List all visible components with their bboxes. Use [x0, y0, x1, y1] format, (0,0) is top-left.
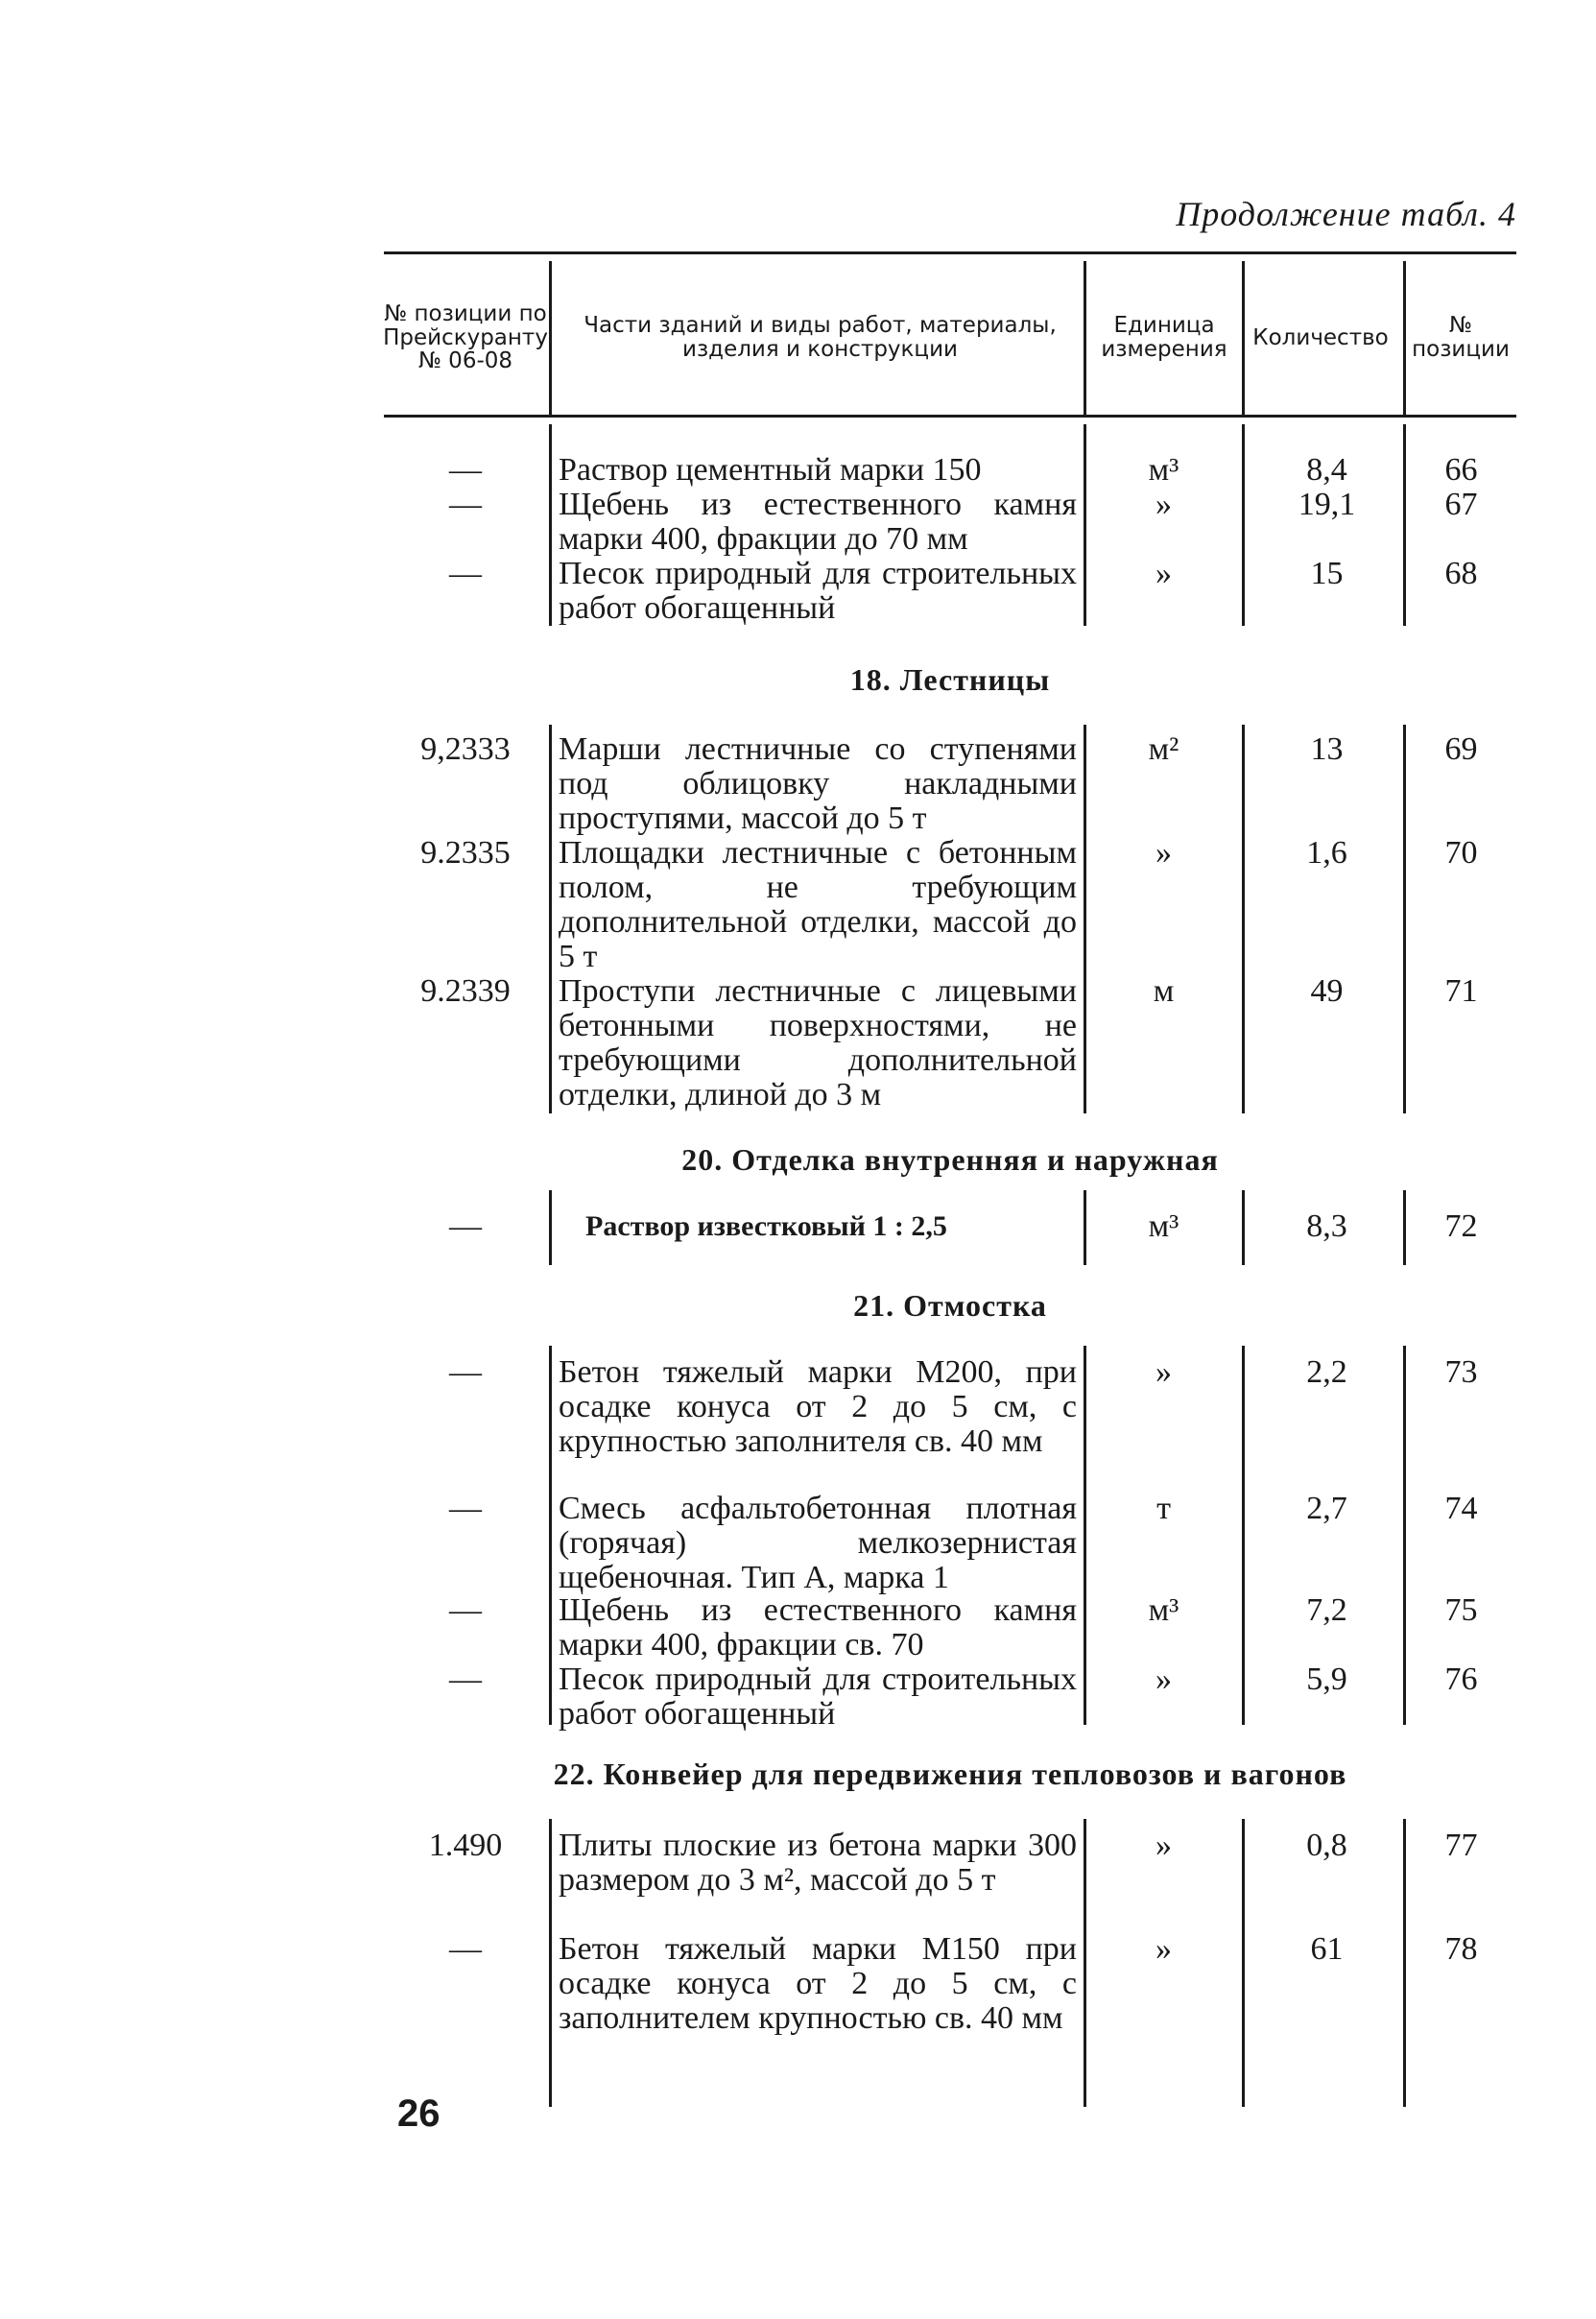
table-block	[384, 424, 1516, 626]
quantity-cell: 1,6	[1306, 835, 1347, 871]
column-divider	[1403, 725, 1406, 1113]
section-heading: 21. Отмостка	[853, 1288, 1047, 1323]
work-description-cell: Проступи лестничные с лицевыми бетонными поверхностями, не требующими дополнительной отделки, длиной до 3 м	[559, 973, 1077, 1112]
page-number: 26	[397, 2092, 441, 2135]
unit-cell: »	[1155, 1828, 1172, 1863]
position-number-cell: 76	[1444, 1662, 1478, 1697]
position-number-cell: 74	[1444, 1491, 1478, 1526]
position-number-cell: 72	[1444, 1208, 1478, 1244]
unit-cell: м³	[1148, 452, 1179, 488]
price-position-cell: 9,2333	[420, 731, 511, 767]
document-page	[384, 0, 1516, 2319]
unit-cell: »	[1155, 556, 1172, 591]
section-heading: 20. Отделка внутренняя и наружная	[681, 1142, 1219, 1177]
header-divider	[1403, 261, 1406, 415]
quantity-cell: 0,8	[1306, 1828, 1347, 1863]
unit-cell: м³	[1148, 1208, 1179, 1244]
column-divider	[549, 424, 552, 626]
unit-cell: т	[1156, 1491, 1171, 1526]
column-divider	[1242, 725, 1245, 1113]
quantity-cell: 61	[1310, 1931, 1344, 1967]
table-block	[384, 1190, 1516, 1265]
work-description-cell: Раствор цементный марки 150	[559, 452, 982, 488]
price-position-cell: —	[449, 1662, 482, 1697]
position-number-cell: 68	[1444, 556, 1478, 591]
quantity-cell: 8,4	[1306, 452, 1347, 488]
price-position-cell: 9.2335	[420, 835, 511, 871]
header-price-position: № позиции по Прейскуранту № 06-08	[383, 300, 548, 374]
table-block	[384, 1819, 1516, 2107]
column-divider	[549, 725, 552, 1113]
work-description-cell: Смесь асфальтобетонная плотная (горячая) мелкозернистая щебеночная. Тип А, марка 1	[559, 1491, 1077, 1595]
position-number-cell: 75	[1444, 1592, 1478, 1628]
header-top-rule	[384, 251, 1516, 254]
position-number-cell: 69	[1444, 731, 1478, 767]
price-position-cell: —	[449, 556, 482, 591]
position-number-cell: 66	[1444, 452, 1478, 488]
quantity-cell: 2,2	[1306, 1354, 1347, 1390]
work-description-cell: Бетон тяжелый марки М150 при осадке конуса от 2 до 5 см, с заполнителем крупностью св. 40 мм	[559, 1931, 1077, 2036]
unit-cell: »	[1155, 1354, 1172, 1390]
unit-cell: »	[1155, 487, 1172, 522]
work-description-cell: Раствор известковый 1 : 2,5	[585, 1210, 947, 1242]
quantity-cell: 8,3	[1306, 1208, 1347, 1244]
position-number-cell: 70	[1444, 835, 1478, 871]
work-description-cell: Площадки лестничные с бетонным полом, не требующим дополнительной отделки, массой до 5 т	[559, 835, 1077, 974]
work-description-cell: Песок природный для строительных работ обогащенный	[559, 556, 1077, 626]
position-number-cell: 73	[1444, 1354, 1478, 1390]
quantity-cell: 2,7	[1306, 1491, 1347, 1526]
position-number-cell: 71	[1444, 973, 1478, 1009]
unit-cell: »	[1155, 835, 1172, 871]
quantity-cell: 19,1	[1298, 487, 1356, 522]
unit-cell: м³	[1148, 1592, 1179, 1628]
work-description-cell: Щебень из естественного камня марки 400, фракции св. 70	[559, 1592, 1077, 1662]
column-divider	[1084, 725, 1086, 1113]
table-block	[384, 725, 1516, 1113]
price-position-cell: —	[449, 452, 482, 488]
unit-cell: »	[1155, 1662, 1172, 1697]
price-position-cell: —	[449, 1354, 482, 1390]
quantity-cell: 7,2	[1306, 1592, 1347, 1628]
column-divider	[549, 1190, 552, 1265]
header-quantity: Количество	[1252, 324, 1389, 350]
price-position-cell: —	[449, 487, 482, 522]
header-works: Части зданий и виды работ, материалы, изделия и конструкции	[584, 313, 1057, 362]
column-divider	[549, 1346, 552, 1725]
unit-cell: »	[1155, 1931, 1172, 1967]
table-caption: Продолжение табл. 4	[1176, 195, 1516, 233]
unit-cell: м²	[1148, 731, 1179, 767]
unit-cell: м	[1153, 973, 1175, 1009]
work-description-cell: Марши лестничные со ступенями под облицовку накладными проступями, массой до 5 т	[559, 731, 1077, 836]
price-position-cell: —	[449, 1208, 482, 1244]
price-position-cell: —	[449, 1592, 482, 1628]
header-bottom-rule	[384, 415, 1516, 418]
price-position-cell: 9.2339	[420, 973, 511, 1009]
header-divider	[1242, 261, 1245, 415]
quantity-cell: 15	[1310, 556, 1344, 591]
work-description-cell: Плиты плоские из бетона марки 300 размером до 3 м², массой до 5 т	[559, 1828, 1077, 1898]
section-heading: 18. Лестницы	[849, 662, 1051, 697]
quantity-cell: 13	[1310, 731, 1344, 767]
quantity-cell: 5,9	[1306, 1662, 1347, 1697]
work-description-cell: Щебень из естественного камня марки 400, фракции до 70 мм	[559, 487, 1077, 557]
work-description-cell: Бетон тяжелый марки М200, при осадке конуса от 2 до 5 см, с крупностью заполнителя св. 40 мм	[559, 1354, 1077, 1459]
header-unit: Единица измерения	[1101, 313, 1227, 362]
price-position-cell: —	[449, 1491, 482, 1526]
position-number-cell: 77	[1444, 1828, 1478, 1863]
table-block	[384, 1346, 1516, 1732]
position-number-cell: 67	[1444, 487, 1478, 522]
header-position: № позиции	[1412, 313, 1510, 362]
column-divider	[549, 1819, 552, 2107]
section-heading: 22. Конвейер для передвижения тепловозов и вагонов	[553, 1757, 1347, 1791]
price-position-cell: —	[449, 1931, 482, 1967]
header-divider	[1084, 261, 1086, 415]
header-divider	[549, 261, 552, 415]
quantity-cell: 49	[1310, 973, 1344, 1009]
position-number-cell: 78	[1444, 1931, 1478, 1967]
price-position-cell: 1.490	[428, 1828, 503, 1863]
work-description-cell: Песок природный для строительных работ обогащенный	[559, 1662, 1077, 1732]
table-header	[384, 261, 1516, 415]
